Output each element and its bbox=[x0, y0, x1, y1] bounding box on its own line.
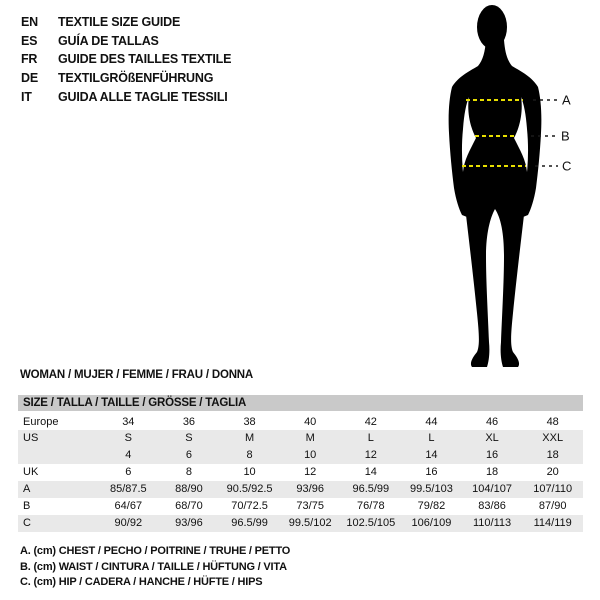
table-row-hip bbox=[18, 515, 583, 532]
woman-silhouette bbox=[449, 40, 542, 367]
row-label: Europe bbox=[23, 415, 59, 428]
legend-waist: B. (cm) WAIST / CINTURA / TAILLE / HÜFTUNG / VITA bbox=[20, 560, 287, 573]
language-title: GUÍA DE TALLAS bbox=[58, 33, 159, 48]
size-cell: XXL bbox=[542, 432, 564, 445]
size-cell: 4 bbox=[125, 449, 132, 461]
legend-chest: A. (cm) CHEST / PECHO / POITRINE / TRUHE / PETTO bbox=[20, 545, 291, 557]
size-cell: 99.5/103 bbox=[410, 483, 453, 495]
size-cell: 68/70 bbox=[175, 500, 203, 512]
size-cell: 14 bbox=[364, 466, 377, 478]
language-title: GUIDA ALLE TAGLIE TESSILI bbox=[58, 89, 228, 104]
size-cell: 36 bbox=[182, 415, 196, 428]
language-title: TEXTILE SIZE GUIDE bbox=[58, 15, 181, 30]
size-cell: 18 bbox=[485, 466, 499, 478]
size-table-header: SIZE / TALLA / TAILLE / GRÖSSE / TAGLIA bbox=[18, 395, 583, 411]
table-row-waist bbox=[18, 498, 583, 515]
size-cell: 73/75 bbox=[296, 500, 324, 512]
size-cell: 93/96 bbox=[296, 483, 324, 495]
size-cell: 8 bbox=[246, 449, 253, 461]
size-cell: 10 bbox=[243, 466, 256, 478]
language-code: ES bbox=[21, 33, 38, 48]
size-cell: L bbox=[428, 432, 435, 445]
size-cell: 93/96 bbox=[175, 517, 203, 529]
size-cell: 14 bbox=[425, 449, 438, 461]
legend-hip: C. (cm) HIP / CADERA / HANCHE / HÜFTE / HIPS bbox=[20, 576, 263, 588]
size-cell: 87/90 bbox=[538, 500, 567, 512]
size-cell: 110/113 bbox=[472, 517, 512, 529]
size-cell: 107/110 bbox=[533, 483, 573, 495]
size-cell: S bbox=[124, 432, 132, 445]
language-row-de bbox=[21, 69, 231, 88]
size-cell: 8 bbox=[185, 466, 192, 478]
size-cell: 6 bbox=[185, 449, 192, 461]
size-cell: 12 bbox=[364, 449, 377, 461]
size-cell: 88/90 bbox=[175, 483, 203, 495]
size-cell: 106/109 bbox=[411, 517, 452, 529]
row-label: A bbox=[23, 483, 31, 495]
row-label: US bbox=[23, 432, 39, 445]
size-table bbox=[18, 395, 583, 532]
table-row-us-numbers bbox=[18, 447, 583, 464]
size-cell: 64/67 bbox=[114, 500, 143, 512]
table-row-chest bbox=[18, 481, 583, 498]
language-row-es bbox=[21, 32, 231, 51]
row-label: B bbox=[23, 500, 31, 512]
measurement-legend bbox=[20, 545, 290, 592]
size-cell: 90.5/92.5 bbox=[226, 483, 273, 495]
size-cell: 83/86 bbox=[478, 500, 506, 512]
body-measurement-diagram bbox=[420, 0, 600, 382]
size-cell: 12 bbox=[304, 466, 317, 478]
language-title: TEXTILGRÖßENFÜHRUNG bbox=[58, 71, 214, 86]
size-cell: 42 bbox=[364, 415, 377, 428]
size-cell: 44 bbox=[425, 415, 438, 428]
size-cell: 10 bbox=[304, 449, 317, 461]
language-code: DE bbox=[21, 71, 38, 86]
row-label: C bbox=[23, 517, 31, 529]
table-row-uk bbox=[18, 464, 583, 481]
size-cell: 16 bbox=[425, 466, 438, 478]
size-cell: 20 bbox=[546, 466, 559, 478]
language-code: IT bbox=[21, 89, 32, 104]
table-row-europe bbox=[18, 413, 583, 430]
size-cell: M bbox=[305, 432, 315, 445]
row-label: UK bbox=[23, 466, 39, 478]
language-code: FR bbox=[21, 52, 38, 67]
size-cell: 102.5/105 bbox=[346, 517, 396, 529]
size-cell: L bbox=[367, 432, 374, 445]
language-row-en bbox=[21, 13, 231, 32]
size-cell: M bbox=[244, 432, 255, 445]
section-title: WOMAN / MUJER / FEMME / FRAU / DONNA bbox=[20, 369, 254, 381]
size-cell: 96.5/99 bbox=[352, 483, 390, 495]
size-cell: S bbox=[185, 432, 193, 445]
size-cell: 18 bbox=[546, 449, 559, 461]
size-cell: 48 bbox=[546, 415, 559, 428]
size-cell: 46 bbox=[485, 415, 499, 428]
size-cell: 76/78 bbox=[357, 500, 385, 512]
size-cell: XL bbox=[485, 432, 499, 445]
size-cell: 104/107 bbox=[472, 483, 512, 495]
language-row-fr bbox=[21, 50, 231, 69]
size-cell: 16 bbox=[485, 449, 499, 461]
size-cell: 38 bbox=[243, 415, 256, 428]
measure-label-a: A bbox=[562, 92, 571, 108]
table-row-us-letters bbox=[18, 430, 583, 447]
language-code: EN bbox=[21, 15, 38, 30]
size-cell: 90/92 bbox=[114, 517, 143, 529]
size-cell: 85/87.5 bbox=[109, 483, 147, 495]
measure-label-b: B bbox=[561, 128, 570, 144]
size-cell: 6 bbox=[125, 466, 132, 478]
size-cell: 99.5/102 bbox=[288, 517, 332, 529]
size-cell: 114/119 bbox=[533, 517, 572, 529]
language-list bbox=[21, 13, 231, 106]
size-cell: 70/72.5 bbox=[231, 500, 268, 512]
language-title: GUIDE DES TAILLES TEXTILE bbox=[58, 52, 232, 67]
size-cell: 79/82 bbox=[417, 500, 446, 512]
size-cell: 96.5/99 bbox=[231, 517, 268, 529]
size-cell: 34 bbox=[122, 415, 135, 428]
language-row-it bbox=[21, 87, 231, 106]
measure-label-c: C bbox=[562, 158, 572, 174]
size-cell: 40 bbox=[304, 415, 317, 428]
